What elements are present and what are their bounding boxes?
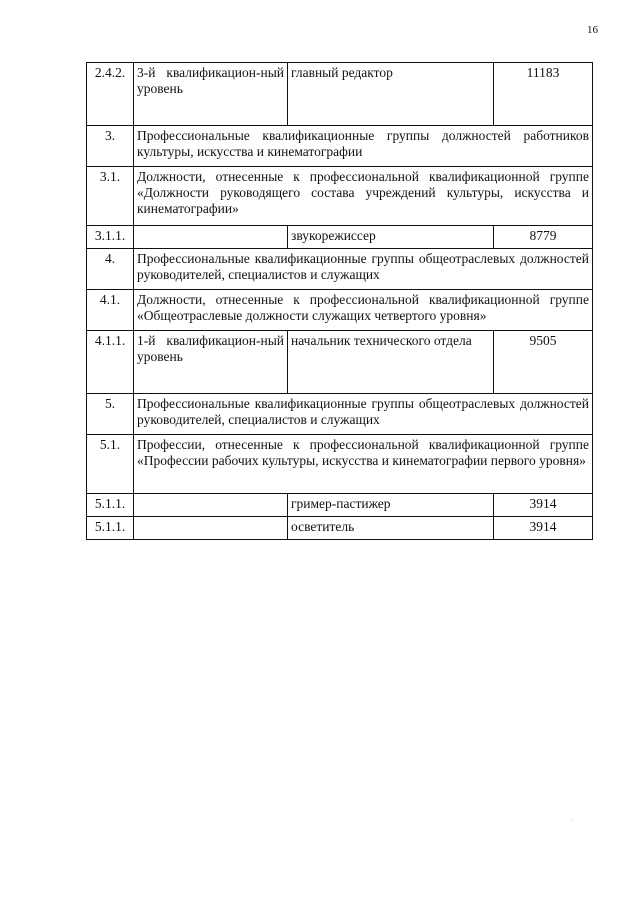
table-row xyxy=(87,435,593,494)
position-name: гример-пастижер xyxy=(288,494,494,517)
table-row xyxy=(87,249,593,290)
qualification-level xyxy=(134,226,288,249)
table-row xyxy=(87,394,593,435)
position-name: главный редактор xyxy=(288,63,494,126)
qualification-level: 3-й квалификацион-ный уровень xyxy=(134,63,288,126)
row-number: 3.1. xyxy=(87,167,134,226)
group-title: Должности, отнесенные к профессиональной квалификационной группе «Общеотраслевые должности служащих четвертого уровня» xyxy=(134,290,593,331)
position-name: звукорежиссер xyxy=(288,226,494,249)
row-number: 5. xyxy=(87,394,134,435)
salary-value: 3914 xyxy=(494,494,593,517)
group-title: Профессиональные квалификационные группы общеотраслевых должностей руководителей, специалистов и служащих xyxy=(134,394,593,435)
table-row xyxy=(87,517,593,540)
row-number: 5.1. xyxy=(87,435,134,494)
page-number: 16 xyxy=(587,24,598,36)
table-row xyxy=(87,167,593,226)
row-number: 4. xyxy=(87,249,134,290)
qualification-level: 1-й квалификацион-ный уровень xyxy=(134,331,288,394)
salary-value: 9505 xyxy=(494,331,593,394)
table-row xyxy=(87,494,593,517)
position-name: осветитель xyxy=(288,517,494,540)
row-number: 5.1.1. xyxy=(87,494,134,517)
group-title: Профессиональные квалификационные группы общеотраслевых должностей руководителей, специалистов и служащих xyxy=(134,249,593,290)
row-number: 3.1.1. xyxy=(87,226,134,249)
row-number: 5.1.1. xyxy=(87,517,134,540)
row-number: 3. xyxy=(87,126,134,167)
scan-speck xyxy=(572,820,573,821)
qualification-level xyxy=(134,517,288,540)
table-row xyxy=(87,63,593,126)
table-row xyxy=(87,226,593,249)
group-title: Профессии, отнесенные к профессиональной квалификационной группе «Профессии рабочих культуры, искусства и кинематографии первого уровня» xyxy=(134,435,593,494)
salary-value: 8779 xyxy=(494,226,593,249)
row-number: 2.4.2. xyxy=(87,63,134,126)
group-title: Должности, отнесенные к профессиональной квалификационной группе «Должности руководящего состава учреждений культуры, искусства и кинематографии» xyxy=(134,167,593,226)
salary-value: 3914 xyxy=(494,517,593,540)
row-number: 4.1.1. xyxy=(87,331,134,394)
qualification-level xyxy=(134,494,288,517)
table-row xyxy=(87,331,593,394)
table-row xyxy=(87,290,593,331)
salary-table xyxy=(86,62,593,540)
position-name: начальник технического отдела xyxy=(288,331,494,394)
row-number: 4.1. xyxy=(87,290,134,331)
salary-value: 11183 xyxy=(494,63,593,126)
table-row xyxy=(87,126,593,167)
group-title: Профессиональные квалификационные группы должностей работников культуры, искусства и кинематографии xyxy=(134,126,593,167)
